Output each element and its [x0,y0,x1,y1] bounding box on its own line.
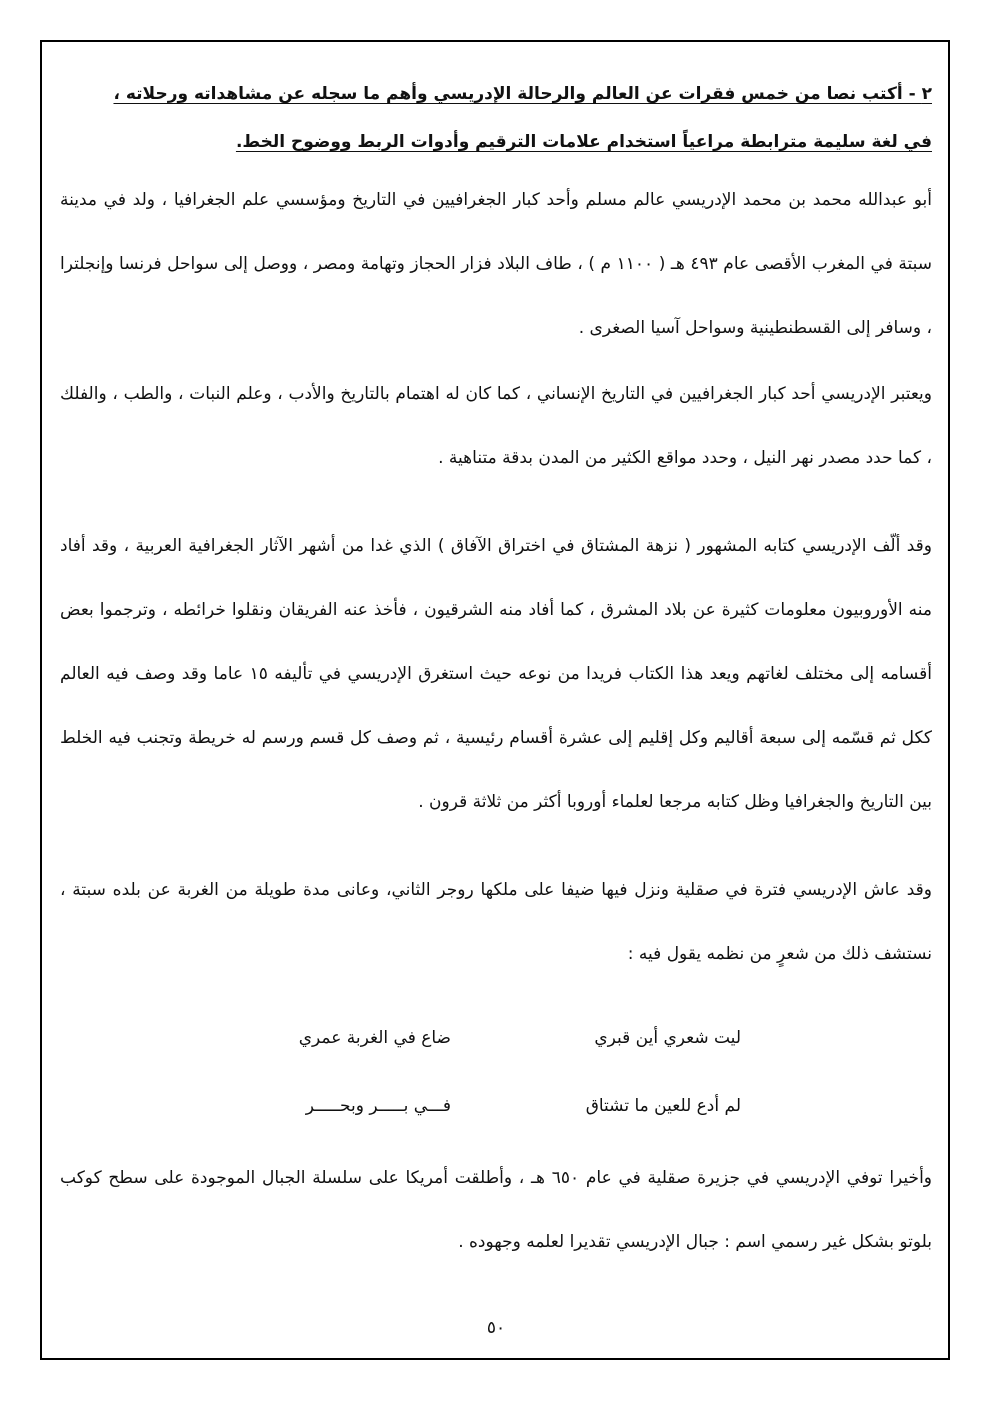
document-body [60,70,932,1274]
poem-verse-2 [60,1072,932,1140]
paragraph-5: وأخيرا توفي الإدريسي في جزيرة صقلية في عام ٦٥٠ هـ ، وأطلقت أمريكا على سلسلة الجبال الموجودة على سطح كوكب بلوتو بشكل غير رسمي اسم : جبال الإدريسي تقديرا لعلمه وجهوده . [60,1168,933,1252]
poem-verse-2-first-hemistich: لم أدع للعين ما تشتاق [585,1096,741,1116]
page-number: ٥٠ [486,1318,506,1338]
poem [60,1004,932,1140]
poem-verse-1-first-hemistich: ليت شعري أين قبري [594,1028,741,1048]
poem-verse-1-second-hemistich: ضاع في الغربة عمري [298,1028,451,1048]
paragraph-2: ويعتبر الإدريسي أحد كبار الجغرافيين في التاريخ الإنساني ، كما كان له اهتمام بالتاريخ والأدب ، وعلم النبات ، والطب ، والفلك ، كما حدد مصدر نهر النيل ، وحدد مواقع الكثير من المدن بدقة متناهية . [60,384,932,468]
poem-verse-1 [60,1004,932,1072]
paragraph-4: وقد عاش الإدريسي فترة في صقلية ونزل فيها ضيفا على ملكها روجر الثاني، وعانى مدة طويلة من الغربة عن بلده سبتة ، نستشف ذلك من شعرٍ من نظمه يقول فيه : [60,880,932,964]
paragraph-1: أبو عبدالله محمد بن محمد الإدريسي عالم مسلم وأحد كبار الجغرافيين في التاريخ ومؤسسي علم الجغرافيا ، ولد في مدينة سبتة في المغرب الأقصى عام ٤٩٣ هـ ( ١١٠٠ م ) ، طاف البلاد فزار الحجاز وتهامة ومصر ، ووصل إلى سواحل فرنسا وإنجلترا ، وسافر إلى القسطنطينية وسواحل آسيا الصغرى . [60,190,932,338]
task-line-1: ٢ - أكتب نصا من خمس فقرات عن العالم والرحالة الإدريسي وأهم ما سجله عن مشاهداته ورحلاته ، [113,84,932,104]
poem-verse-2-second-hemistich: فـــي بـــــر وبحـــــر [305,1096,451,1116]
paragraph-3: وقد ألّف الإدريسي كتابه المشهور ( نزهة المشتاق في اختراق الآفاق ) الذي غدا من أشهر الآثار الجغرافية العربية ، وقد أفاد منه الأوروبيون معلومات كثيرة عن بلاد المشرق ، كما أفاد منه الشرقيون ، فأخذ عنه الفريقان ونقلوا خرائطه ، وترجموا بعض أقسامه إلى مختلف لغاتهم ويعد هذا الكتاب فريدا من نوعه حيث استغرق الإدريسي في تأليفه ١٥ عاما وقد وصف فيه العالم ككل ثم قسّمه إلى سبعة أقاليم وكل إقليم إلى عشرة أقسام رئيسية ، ثم وصف كل قسم ورسم له خريطة وتجنب فيه الخلط بين التاريخ والجغرافيا وظل كتابه مرجعا لعلماء أوروبا أكثر من ثلاثة قرون . [60,536,932,812]
task-line-2: في لغة سليمة مترابطة مراعياً استخدام علامات الترقيم وأدوات الربط ووضوح الخط. [235,132,932,152]
